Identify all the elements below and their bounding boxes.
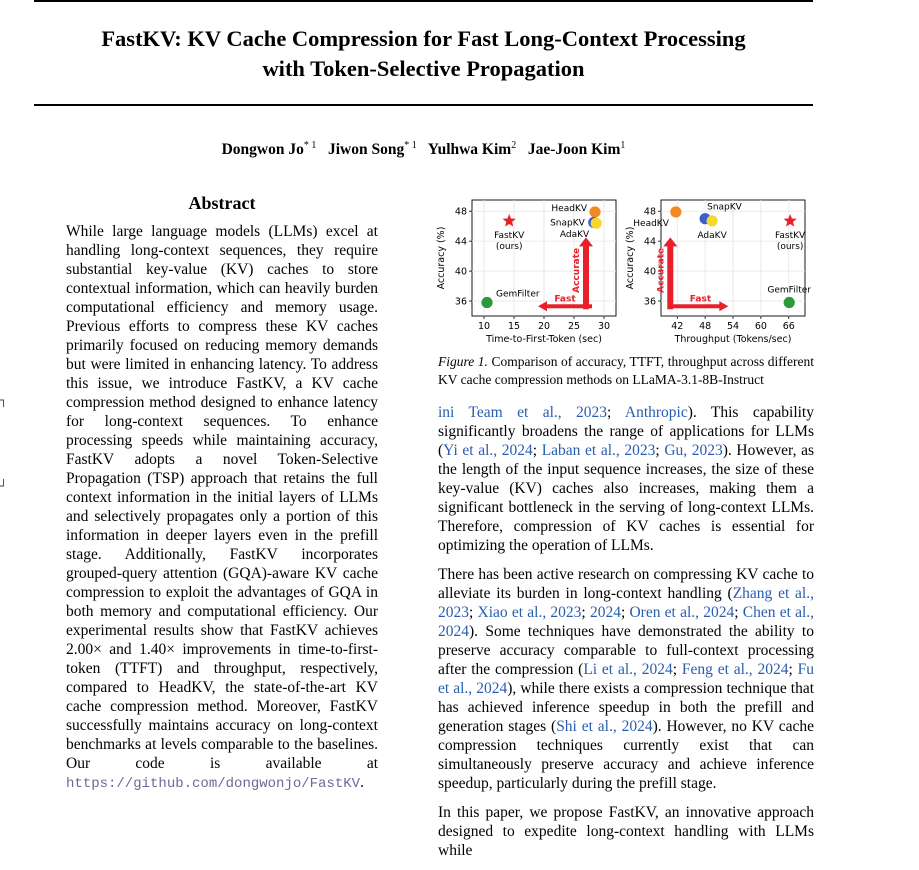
top-rule [34,0,813,2]
citation-link[interactable]: Yi et al., 2024 [443,442,533,459]
y-tick-label: 48 [454,206,467,218]
fast-arrow-label: Fast [689,294,712,305]
author-affiliation: 2 [511,140,517,151]
adakv-label: AdaKV [697,230,727,241]
margin-mark: ┐ [0,393,8,407]
code-link[interactable]: https://github.com/dongwonjo/FastKV [66,776,361,792]
fast-arrow-label: Fast [554,294,576,305]
author-list [34,140,813,159]
x-tick-label: 60 [754,321,767,332]
x-tick-label: 10 [477,321,491,332]
snapkv-label: SnapKV [707,202,742,213]
gemfilter-marker [784,297,795,308]
citation-link[interactable]: ini Team et al., 2023 [438,404,608,421]
margin-mark: ┘ [0,479,8,493]
fastkv-sublabel: (ours) [776,241,804,252]
citation-link[interactable]: Li et al., 2024 [583,661,673,678]
x-tick-label: 25 [567,321,581,332]
title-rule [34,104,813,106]
fastkv-sublabel: (ours) [495,241,523,252]
x-axis-label: Throughput (Tokens/sec) [674,334,792,345]
y-tick-label: 44 [454,236,467,248]
gemfilter-label: GemFilter [496,289,540,300]
figure-label: Figure 1. [438,354,488,369]
adakv-marker [706,215,717,226]
fastkv-label: FastKV [494,230,525,241]
accurate-arrow-shaft [667,245,673,309]
y-tick-label: 36 [643,296,656,308]
y-axis-label: Accuracy (%) [436,226,447,290]
intro-text [438,403,814,870]
gemfilter-label: GemFilter [767,285,811,296]
intro-paragraph: In this paper, we propose FastKV, an innovative approach designed to expedite long-context handling with LLMs while [438,804,814,859]
title-line-1: FastKV: KV Cache Compression for Fast Long-Context Processing [101,26,746,51]
x-tick-label: 48 [699,321,712,332]
x-tick-label: 42 [671,321,684,332]
snapkv-label: SnapKV [550,218,585,229]
plot-ttft-vs-accuracy [436,200,616,345]
accurate-arrow-shaft [583,245,589,309]
headkv-marker [589,206,600,217]
x-tick-label: 30 [597,321,611,332]
y-tick-label: 44 [643,236,656,248]
citation-link[interactable]: Anthropic [624,404,688,421]
y-tick-label: 40 [643,266,656,278]
abstract-body [66,222,378,794]
citation-link[interactable]: Gu, 2023 [664,442,723,459]
x-axis-label: Time-to-First-Token (sec) [486,334,602,345]
accurate-arrow-label: Accurate [572,247,582,293]
figure-caption-text: Comparison of accuracy, TTFT, throughput across different KV cache compression methods on LLaMA-3.1-8B-Instruct [438,354,814,387]
author-name: Jae-Joon Kim [527,141,621,159]
citation-link[interactable]: Xiao et al., 2023 [477,604,582,621]
citation-link[interactable]: Fu et al., 2024 [438,661,814,697]
author-affiliation: 1 [620,140,626,151]
citation-link[interactable]: Oren et al., 2024 [629,604,735,621]
author-name: Jiwon Song [327,141,405,159]
intro-paragraph: There has been active research on compressing KV cache to alleviate its burden in long-context handling (Zhang et al., 2023; Xiao et al., 2023; 2024; Oren et al., 2024; Chen et al., 2024). Some techniques have demonstrated the ability to preserve accuracy comparable to full-context processing after the compression (Li et al., 2024; Feng et al., 2024; Fu et al., 2024), while there exists a compression technique that has achieved inference speedup in both the prefill and generation stages (Shi et al., 2024). However, no KV cache compression techniques currently exist that can simultaneously preserve accuracy and achieve inference speedup, particularly during the prefill stage. [438,566,815,792]
citation-link[interactable]: Laban et al., 2023 [541,442,656,459]
plot-throughput-vs-accuracy [625,200,811,345]
gemfilter-marker [481,297,492,308]
accurate-arrow-label: Accurate [656,247,667,293]
y-tick-label: 48 [643,206,656,218]
title-line-2: with Token-Selective Propagation [262,56,585,81]
author-name: Dongwon Jo [221,141,304,159]
citation-link[interactable]: Shi et al., 2024 [556,718,653,735]
y-tick-label: 40 [454,266,467,278]
y-tick-label: 36 [454,296,467,308]
figure-caption [438,353,814,389]
author-name: Yulhwa Kim [427,141,512,159]
citation-link[interactable]: 2024 [589,604,621,621]
author-affiliation: * 1 [303,140,317,151]
abstract-heading: Abstract [188,193,256,213]
paper-title [34,24,813,84]
adakv-label: AdaKV [559,230,590,241]
citation-link[interactable]: Zhang et al., 2023 [438,585,814,621]
x-tick-label: 54 [726,321,740,332]
adakv-marker [591,218,602,229]
citation-link[interactable]: Chen et al., 2024 [438,604,815,640]
figure-1 [432,196,818,348]
headkv-marker [670,206,681,217]
intro-paragraph: ini Team et al., 2023; Anthropic). This capability significantly broadens the range of applications for LLMs (Yi et al., 2024; Laban et al., 2023; Gu, 2023). However, as the length of the input sequence increases, the size of these key-value (KV) caches also increases, making them a significant bottleneck in the serving of long-context LLMs. Therefore, compression of KV caches is essential for optimizing the operation of LLMs. [438,404,814,554]
x-tick-label: 20 [537,321,551,332]
abstract-text: While large language models (LLMs) excel at handling long-context sequences, they require substantial key-value (KV) caches to store contextual information, which can heavily burden computational efficiency and memory usage. Previous efforts to compress these KV caches primarily focused on reducing memory demands but were limited in enhancing latency. To address this issue, we introduce FastKV, a KV cache compression method designed to enhance latency for long-context sequences. To enhance processing speeds while maintaining accuracy, FastKV adopts a novel Token-Selective Propagation (TSP) approach that retains the full context information in the initial layers of LLMs and selectively propagates only a portion of this information in deeper layers even in the prefill stage. Additionally, FastKV incorporates grouped-query attention (GQA)-aware KV cache compression to exploit the advantages of GQA in both memory and computational efficiency. Our experimental results show that FastKV achieves 2.00× and 1.40× improvements in time-to-first-token (TTFT) and throughput, respectively, compared to HeadKV, the state-of-the-art KV cache compression method. Moreover, FastKV successfully maintains accuracy on long-context benchmarks at levels comparable to the baselines. Our code is available at [66,223,378,772]
headkv-label: HeadKV [633,218,669,229]
citation-link[interactable]: Feng et al., 2024 [681,661,789,678]
fast-arrow-shaft [673,304,721,308]
y-axis-label: Accuracy (%) [625,226,636,290]
x-tick-label: 15 [507,321,521,332]
author-affiliation: * 1 [404,140,417,151]
abstract-end-period: . [360,774,364,791]
headkv-label: HeadKV [551,203,587,214]
x-tick-label: 66 [782,321,795,332]
fastkv-label: FastKV [775,230,806,241]
